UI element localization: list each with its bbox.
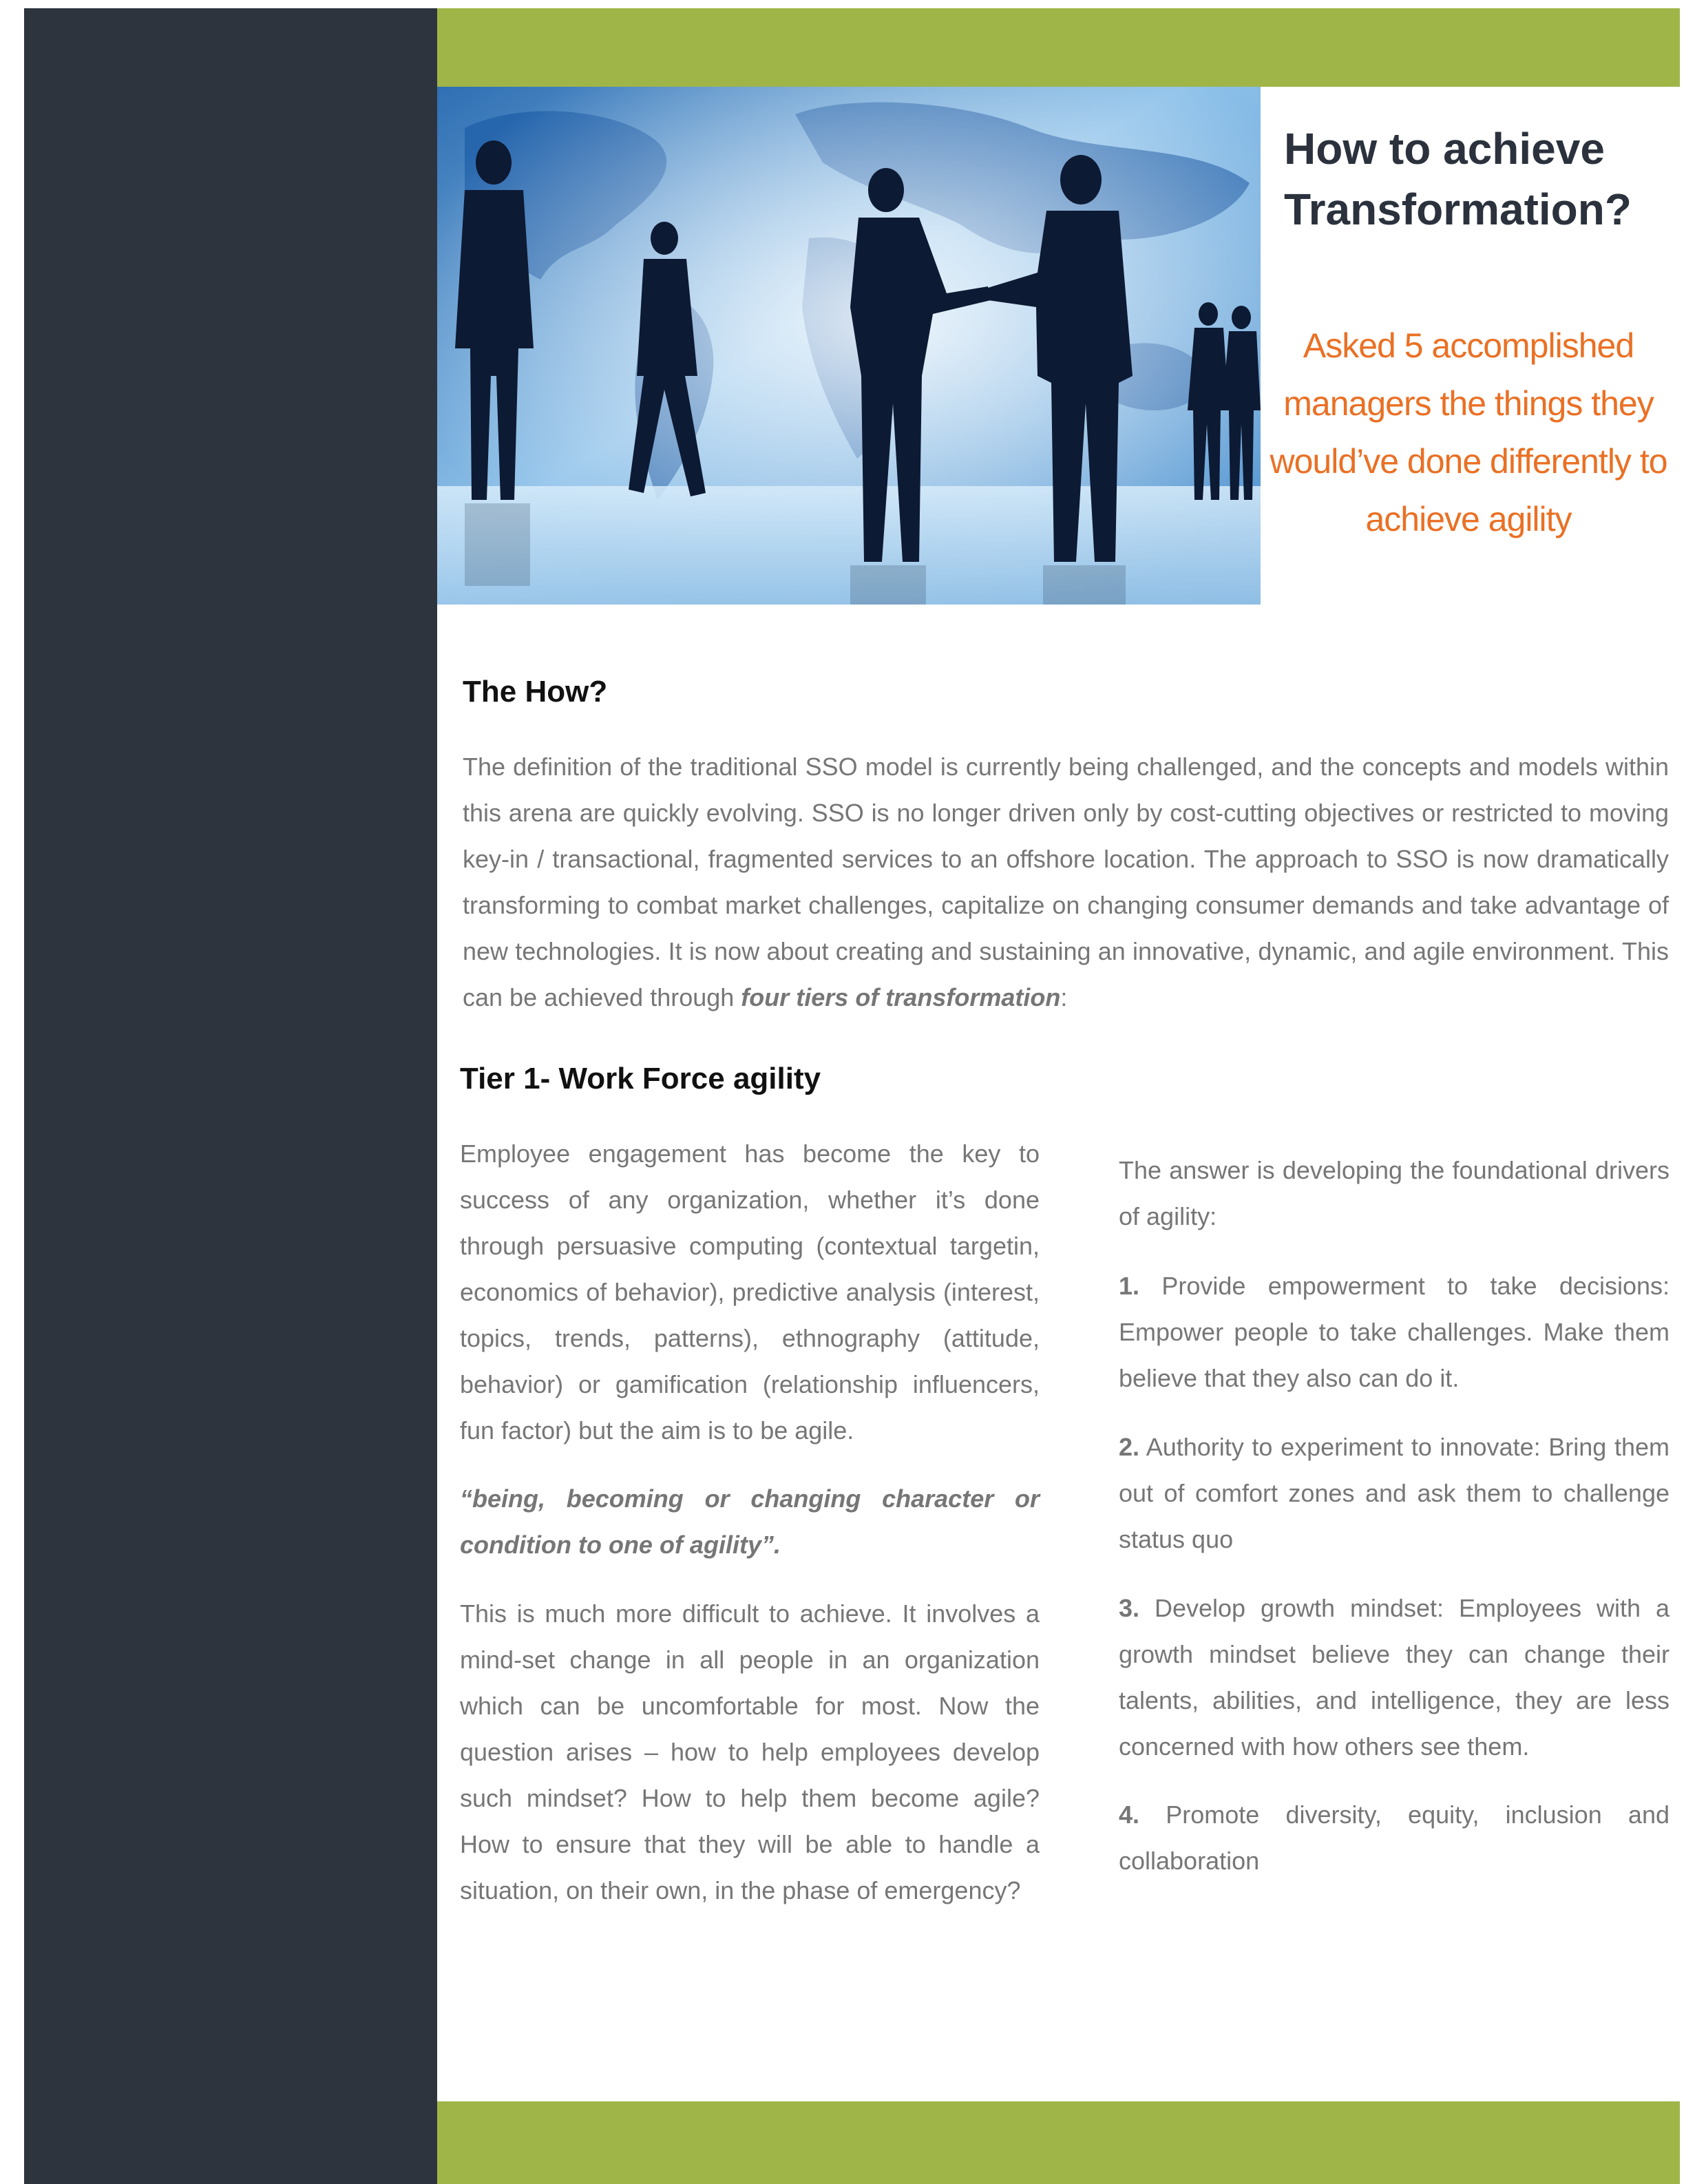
- driver-item-3: [1119, 1585, 1670, 1770]
- agility-quote: “being, becoming or changing character or condition to one of agility”.: [460, 1484, 1040, 1559]
- how-paragraph-main: The definition of the traditional SSO model is currently being challenged, and the concepts and models within this arena are quickly evolving. SSO is no longer driven only by cost-cutting objectives or restricted to moving key-in / transactional, fragmented services to an offshore location. The approach to SSO is now dramatically transforming to combat market challenges, capitalize on changing consumer demands and take advantage of new technologies. It is now about creating and sustaining an innovative, dynamic, and agile environment. This can be achieved through: [463, 753, 1669, 1011]
- page-title-line-2: Transformation?: [1284, 185, 1632, 234]
- driver-item-4: [1119, 1792, 1670, 1884]
- driver-item-1: [1119, 1263, 1670, 1401]
- business-handshake-world-map-image: [437, 87, 1261, 605]
- section-heading-how: The How?: [463, 675, 608, 708]
- driver-number: 1.: [1119, 1272, 1140, 1300]
- driver-number: 4.: [1119, 1800, 1140, 1829]
- driver-text: Develop growth mindset: Employees with a growth mindset believe they can change their talents, abilities, and intelligence, they are less concerned with how others see them.: [1119, 1594, 1670, 1761]
- page-subtitle: [1269, 317, 1668, 548]
- subtitle-line-1: Asked 5 accomplished: [1303, 326, 1634, 365]
- subtitle-line-3: would’ve done differently to: [1270, 442, 1667, 481]
- answer-paragraph: The answer is developing the foundational drivers of agility:: [1119, 1156, 1670, 1230]
- subtitle-line-2: managers the things they: [1283, 384, 1654, 423]
- top-accent-band: [437, 8, 1680, 87]
- engagement-paragraph: Employee engagement has become the key to success of any organization, whether it’s done through persuasive computing (contextual targetin, economics of behavior), predictive analysis (interest, topics, trends, patterns), ethnography (attitude, behavior) or gamification (relationship influencers, fun factor) but the aim is to be agile.: [460, 1140, 1040, 1445]
- driver-text: Provide empowerment to take decisions: Empower people to take challenges. Make them believe that they also can do it.: [1119, 1272, 1670, 1392]
- left-sidebar-panel: [24, 8, 437, 2184]
- driver-text: Authority to experiment to innovate: Bring them out of comfort zones and ask them to challenge status quo: [1119, 1433, 1670, 1553]
- subtitle-line-4: achieve agility: [1365, 500, 1572, 538]
- driver-number: 2.: [1119, 1433, 1140, 1461]
- driver-number: 3.: [1119, 1594, 1140, 1622]
- how-paragraph: [463, 744, 1669, 1020]
- difficulty-paragraph: This is much more difficult to achieve. It involves a mind-set change in all people in an organization which can be uncomfortable for most. Now the question arises – how to help employees develop such mindset? How to help them become agile? How to ensure that they will be able to handle a situation, on their own, in the phase of emergency?: [460, 1599, 1040, 1904]
- section-heading-tier1: Tier 1- Work Force agility: [460, 1062, 821, 1095]
- driver-item-2: [1119, 1424, 1670, 1562]
- driver-text: Promote diversity, equity, inclusion and collaboration: [1119, 1800, 1670, 1875]
- page-title: [1284, 118, 1683, 240]
- how-paragraph-end: :: [1060, 983, 1068, 1011]
- how-paragraph-emphasis: four tiers of transformation: [741, 983, 1061, 1011]
- bottom-accent-band: [437, 2101, 1680, 2184]
- page-title-line-1: How to achieve: [1284, 124, 1605, 174]
